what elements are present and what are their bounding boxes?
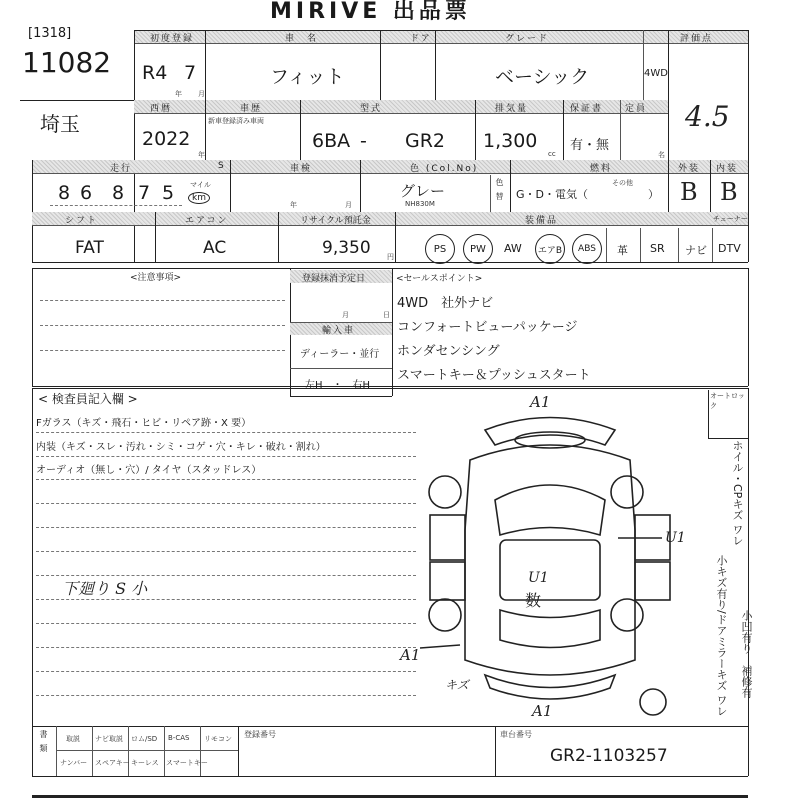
doc-spare-key: スペアキー	[95, 759, 130, 767]
capacity-unit: 名	[658, 151, 665, 159]
vertical-note-3: 小凹有り 補修有	[740, 610, 753, 698]
doc-remote: リモコン	[204, 735, 232, 743]
import-dealer: ディーラー・並行	[300, 349, 380, 360]
lot-number: 11082	[22, 46, 112, 79]
rear-window	[500, 610, 600, 648]
mark-roof: U1	[528, 570, 549, 586]
front-left-wheel	[429, 476, 461, 508]
history-label: 車歴	[240, 104, 263, 114]
inspection-year-unit: 年	[290, 201, 297, 209]
sales-point-4: スマートキー＆プッシュスタート	[397, 368, 591, 383]
aircon-label: エアコン	[185, 216, 229, 226]
mark-roof-note: 数	[525, 591, 542, 610]
inspection-label: 車検	[290, 164, 313, 174]
history-note: 新車登録済み車両	[208, 117, 264, 125]
warranty-label: 保証書	[570, 104, 604, 114]
rear-left-wheel	[429, 599, 461, 631]
model-code: GR2	[405, 130, 446, 152]
model-year: 2022	[142, 128, 191, 150]
left-rear-door	[430, 562, 465, 600]
equip-aw: AW	[504, 242, 522, 255]
reg-expiry-day: 日	[383, 311, 390, 319]
warranty-value: 有・無	[570, 138, 610, 153]
equip-ps: PS	[425, 234, 455, 264]
model-year-label: 西暦	[150, 104, 173, 114]
region: 埼玉	[40, 112, 80, 136]
inspector-handwritten: 下廻り S 小	[62, 579, 148, 598]
grade-value: ベーシック	[495, 66, 590, 88]
vertical-note-2: 小キズ有り/ドアミラーキズ ワレ	[715, 555, 728, 717]
equip-leather: 革	[617, 244, 628, 257]
exterior-label: 外装	[678, 164, 701, 174]
aircon-value: AC	[203, 238, 227, 258]
engine-label: 排気量	[495, 104, 529, 114]
sales-points-label: <セールスポイント>	[396, 274, 483, 284]
reg-expiry-label: 登録抹消予定日	[302, 274, 366, 284]
capacity-label: 定員	[625, 104, 648, 114]
inspector-row-interior: 内装（キズ・スレ・汚れ・シミ・コゲ・穴・キレ・破れ・割れ）	[36, 442, 326, 453]
doc-number: ナンバー	[60, 759, 88, 767]
mileage-digit-4: 7	[138, 182, 151, 204]
fuel-options: G・D・電気（	[516, 188, 588, 201]
sales-point-2: コンフォートビューパッケージ	[397, 320, 578, 335]
model-prefix: 6BA	[312, 130, 351, 152]
mileage-digit-3: 8	[112, 182, 125, 204]
reg-no-label: 登録番号	[244, 730, 276, 739]
doc-navi-manual: ナビ取説	[95, 735, 123, 743]
equip-pw: PW	[463, 234, 493, 264]
fuel-close: ）	[648, 188, 659, 201]
mileage-digit-2: 6	[80, 182, 93, 204]
interior-label: 内装	[716, 164, 739, 174]
model-dash: -	[360, 130, 367, 152]
doc-manual: 取説	[66, 735, 80, 743]
meter-label: S	[218, 161, 226, 171]
notes-label: <注意事項>	[130, 273, 182, 283]
door-label: ドア	[410, 34, 432, 44]
body-outline	[465, 445, 635, 675]
color-value: グレー	[400, 182, 446, 200]
mark-right-side: U1	[665, 530, 686, 546]
color-code: NH830M	[405, 200, 435, 208]
registration-era: R4	[142, 62, 168, 84]
front-right-wheel	[611, 476, 643, 508]
model-year-unit: 年	[198, 151, 205, 159]
rear-bumper	[485, 675, 615, 699]
reg-expiry-month: 月	[342, 311, 349, 319]
car-name: フィット	[270, 66, 345, 88]
sales-point-3: ホンダセンシング	[397, 344, 500, 359]
documents-label: 書類	[39, 730, 48, 758]
engine-unit: cc	[548, 150, 556, 158]
inspector-row-audio: オーディオ（無し・穴）/ タイヤ（スタッドレス）	[36, 465, 262, 476]
doc-rom-sd: ロム/SD	[131, 735, 158, 743]
doc-keyless: キーレス	[131, 759, 159, 767]
color-change-label: 色替	[495, 178, 504, 206]
inspector-label: < 検査員記入欄 >	[38, 392, 138, 406]
mark-rear: A1	[532, 702, 553, 720]
tuner-label: チューナー	[713, 215, 748, 223]
score-value: 4.5	[685, 100, 730, 133]
equip-abs: ABS	[572, 234, 602, 264]
car-name-label: 車 名	[285, 34, 319, 44]
year-unit: 年	[175, 90, 182, 98]
grade-label: グレード	[505, 34, 550, 44]
recycle-value: 9,350	[322, 238, 371, 258]
score-label: 評価点	[680, 34, 714, 44]
model-label: 型式	[360, 104, 383, 114]
mileage-digit-1: 8	[58, 182, 71, 204]
inspector-row-glass: Fガラス（キズ・飛石・ヒビ・リペア跡・X 要）	[36, 418, 252, 429]
spare-tire	[640, 689, 666, 715]
lot-tag: [1318]	[28, 26, 72, 41]
equip-navi: ナビ	[685, 244, 707, 257]
inspection-month-unit: 月	[345, 201, 352, 209]
car-damage-diagram	[400, 390, 700, 720]
mileage-unit-mile: マイル	[190, 181, 211, 189]
sales-point-1: 4WD 社外ナビ	[397, 296, 494, 311]
import-handle: 左H ・ 右H	[305, 380, 371, 391]
mileage-digit-5: 5	[162, 182, 175, 204]
interior-grade: B	[720, 178, 738, 206]
registration-label: 初度登録	[150, 34, 195, 44]
mark-left: A1	[400, 646, 421, 664]
mileage-label: 走行	[110, 164, 133, 174]
equip-dtv: DTV	[718, 242, 741, 255]
left-front-door	[430, 515, 465, 560]
roof	[500, 540, 600, 600]
vertical-note-1: ホイル・CPキズ ワレ	[731, 440, 744, 546]
drive-type: 4WD	[644, 68, 668, 79]
auto-lock-box	[708, 390, 749, 439]
registration-month: 7	[184, 62, 197, 84]
mark-left-note: キズ	[445, 678, 469, 692]
equip-airbag: エアB	[535, 234, 565, 264]
equipment-label: 装備品	[525, 216, 559, 226]
leader-left	[420, 645, 460, 648]
rear-right-wheel	[611, 599, 643, 631]
right-rear-door	[635, 562, 670, 600]
chassis-label: 車台番号	[500, 730, 532, 739]
month-unit: 月	[198, 90, 205, 98]
color-label: 色 (Col.No)	[410, 164, 479, 174]
engine-cc: 1,300	[483, 130, 538, 152]
equip-sunroof: SR	[650, 242, 665, 255]
lot-tag-value: 1318	[33, 26, 67, 41]
exterior-grade: B	[680, 178, 698, 206]
doc-smart-key: スマートキー	[166, 759, 208, 767]
recycle-label: リサイクル預託金	[300, 216, 371, 226]
shift-label: シフト	[65, 216, 99, 226]
import-label: 輸入車	[322, 326, 356, 336]
shift-value: FAT	[75, 238, 104, 258]
windshield	[495, 485, 605, 535]
chassis-number: GR2-1103257	[550, 746, 668, 766]
auto-lock-label: オートロック	[710, 392, 745, 410]
fuel-other-label: その他	[612, 179, 633, 187]
recycle-unit: 円	[387, 253, 394, 261]
fuel-label: 燃料	[590, 164, 613, 174]
form-title: MIRIVE 出品票	[270, 0, 471, 24]
mark-front: A1	[530, 393, 551, 411]
doc-bcas: B-CAS	[168, 734, 190, 742]
mileage-unit-km: km	[188, 192, 210, 204]
